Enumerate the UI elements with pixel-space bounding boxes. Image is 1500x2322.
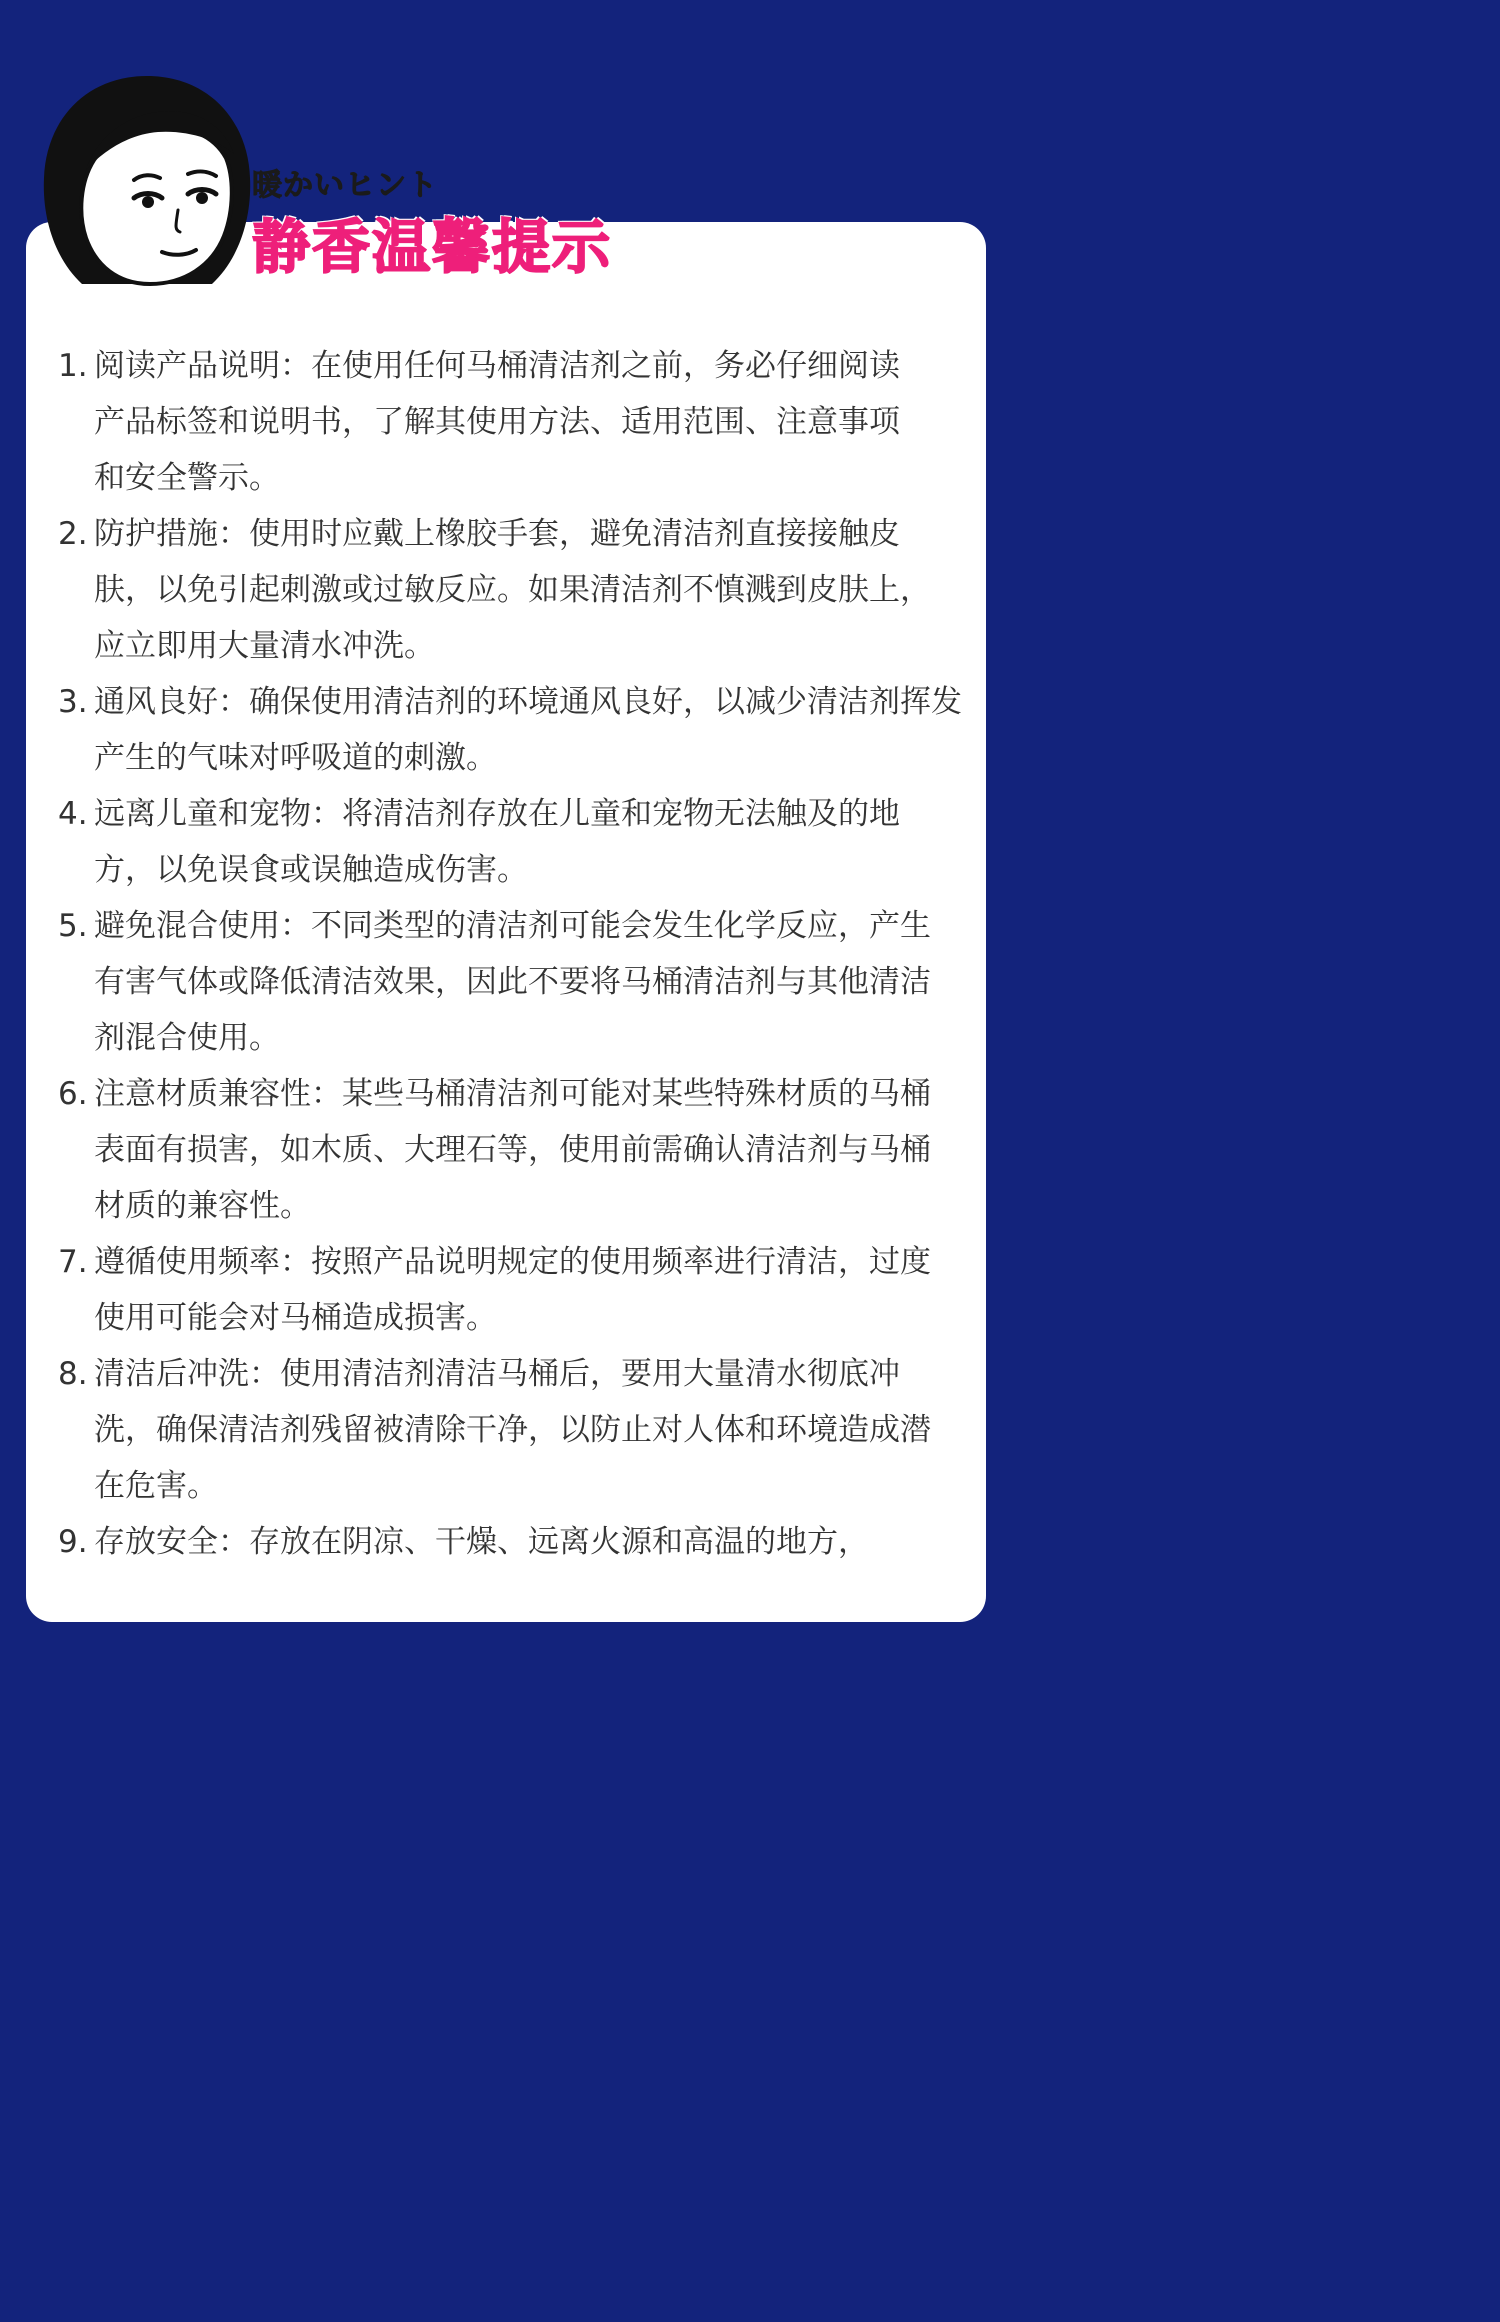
tip-item [58,1346,983,1514]
tip-text: 遵循使用频率：按照产品说明规定的使用频率进行清洁，过度使用可能会对马桶造成损害。 [94,1244,931,1336]
tip-number: 1. [58,348,88,384]
tip-number: 9. [58,1524,88,1560]
tip-item [58,506,983,674]
avatar [38,70,256,292]
tip-text: 远离儿童和宠物：将清洁剂存放在儿童和宠物无法触及的地方，以免误食或误触造成伤害。 [94,796,900,888]
tip-number: 3. [58,684,88,720]
tip-number: 7. [58,1244,88,1280]
tip-text: 通风良好：确保使用清洁剂的环境通风良好，以减少清洁剂挥发产生的气味对呼吸道的刺激。 [94,684,962,776]
tip-text: 避免混合使用：不同类型的清洁剂可能会发生化学反应，产生有害气体或降低清洁效果，因此不要将马桶清洁剂与其他清洁剂混合使用。 [94,908,931,1056]
tip-number: 5. [58,908,88,944]
tip-text: 防护措施：使用时应戴上橡胶手套，避免清洁剂直接接触皮肤，以免引起刺激或过敏反应。如果清洁剂不慎溅到皮肤上，应立即用大量清水冲洗。 [94,516,931,664]
tip-item [58,1514,983,1570]
tip-number: 8. [58,1356,88,1392]
tip-text: 阅读产品说明：在使用任何马桶清洁剂之前，务必仔细阅读产品标签和说明书，了解其使用方法、适用范围、注意事项和安全警示。 [94,348,900,496]
tips-list [58,338,983,1570]
tip-text: 注意材质兼容性：某些马桶清洁剂可能对某些特殊材质的马桶表面有损害，如木质、大理石等，使用前需确认清洁剂与马桶材质的兼容性。 [94,1076,931,1224]
tip-item [58,1234,983,1346]
tip-item [58,1066,983,1234]
header-subtitle: 暖かいヒント [252,168,438,203]
tip-item [58,786,983,898]
tip-item [58,338,983,506]
tip-text: 存放安全：存放在阴凉、干燥、远离火源和高温的地方， [94,1524,869,1560]
tip-number: 6. [58,1076,88,1112]
tip-text: 清洁后冲洗：使用清洁剂清洁马桶后，要用大量清水彻底冲洗，确保清洁剂残留被清除干净，以防止对人体和环境造成潜在危害。 [94,1356,931,1504]
tip-number: 4. [58,796,88,832]
tip-item [58,674,983,786]
tip-item [58,898,983,1066]
header-title: 静香温馨提示 [252,213,613,281]
tip-number: 2. [58,516,88,552]
